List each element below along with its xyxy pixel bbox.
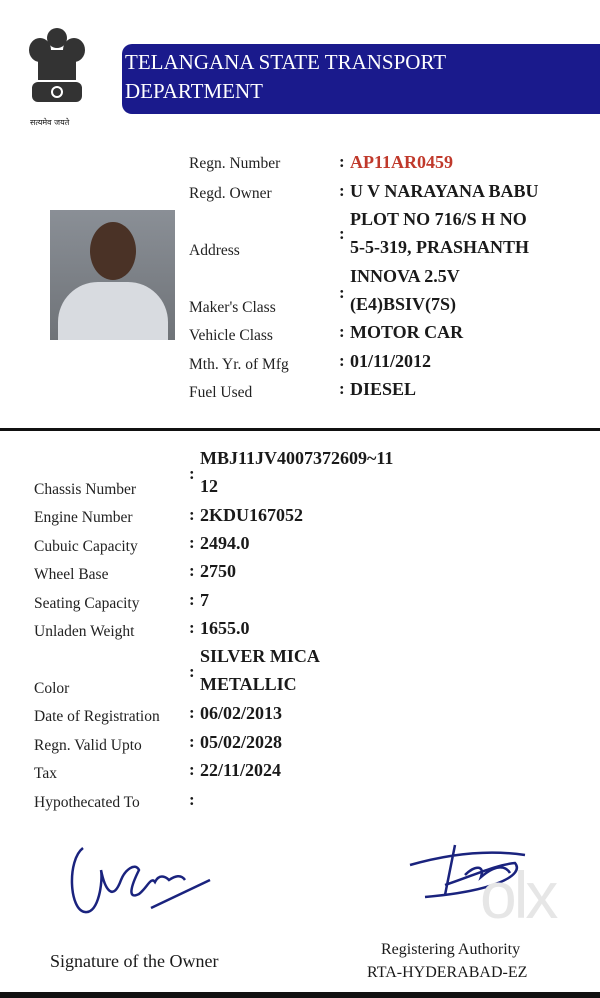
unladen-label: Unladen Weight xyxy=(34,623,135,640)
tax-value: 22/11/2024 xyxy=(200,760,282,780)
colon: : xyxy=(189,703,195,722)
valid-label: Regn. Valid Upto xyxy=(34,737,142,754)
makers-class-label: Maker's Class xyxy=(189,299,276,316)
banner-title-line1: TELANGANA STATE TRANSPORT xyxy=(125,50,447,74)
colon: : xyxy=(189,505,195,524)
colon: : xyxy=(339,283,345,302)
colon: : xyxy=(339,224,345,243)
colon: : xyxy=(189,790,195,809)
cc-label: Cubuic Capacity xyxy=(34,538,138,555)
emblem-motto: सत्यमेव जयते xyxy=(30,118,70,127)
colon: : xyxy=(339,181,345,200)
department-banner xyxy=(122,44,600,114)
owner-photo xyxy=(50,210,175,340)
address-line2: 5-5-319, PRASHANTH xyxy=(350,237,529,257)
colon: : xyxy=(339,351,345,370)
owner-value: U V NARAYANA BABU xyxy=(350,181,539,201)
engine-value: 2KDU167052 xyxy=(200,505,303,525)
colon: : xyxy=(189,561,195,580)
mfg-label: Mth. Yr. of Mfg xyxy=(189,356,289,373)
hypothecated-label: Hypothecated To xyxy=(34,794,140,811)
olx-watermark: olx xyxy=(480,858,556,932)
fuel-value: DIESEL xyxy=(350,379,417,399)
bottom-border xyxy=(0,992,600,998)
color-line2: METALLIC xyxy=(200,674,297,694)
color-line1: SILVER MICA xyxy=(200,646,320,666)
colon: : xyxy=(189,618,195,637)
owner-signature-icon xyxy=(65,840,215,920)
cc-value: 2494.0 xyxy=(200,533,250,553)
wheelbase-value: 2750 xyxy=(200,561,236,581)
seating-label: Seating Capacity xyxy=(34,595,140,612)
tax-label: Tax xyxy=(34,765,58,782)
national-emblem-icon xyxy=(24,24,90,116)
colon: : xyxy=(339,379,345,398)
vehicle-class-value: MOTOR CAR xyxy=(350,322,464,342)
unladen-value: 1655.0 xyxy=(200,618,250,638)
colon: : xyxy=(189,732,195,751)
makers-class-line2: (E4)BSIV(7S) xyxy=(350,294,457,314)
colon: : xyxy=(189,662,195,681)
valid-value: 05/02/2028 xyxy=(200,732,283,752)
chassis-line2: 12 xyxy=(200,476,218,496)
regn-number-label: Regn. Number xyxy=(189,155,281,172)
mfg-value: 01/11/2012 xyxy=(350,351,432,371)
address-line1: PLOT NO 716/S H NO xyxy=(350,209,527,229)
regn-number-value: AP11AR0459 xyxy=(350,152,453,172)
engine-label: Engine Number xyxy=(34,509,133,526)
banner-title-line2: DEPARTMENT xyxy=(125,79,263,103)
owner-signature-label: Signature of the Owner xyxy=(50,951,219,971)
colon: : xyxy=(189,760,195,779)
fuel-label: Fuel Used xyxy=(189,384,253,401)
reg-date-value: 06/02/2013 xyxy=(200,703,283,723)
section-divider xyxy=(0,428,600,431)
colon: : xyxy=(189,533,195,552)
colon: : xyxy=(189,590,195,609)
seating-value: 7 xyxy=(200,590,209,610)
makers-class-line1: INNOVA 2.5V xyxy=(350,266,460,286)
chassis-label: Chassis Number xyxy=(34,481,137,498)
authority-office: RTA-HYDERABAD-EZ xyxy=(367,964,528,981)
vehicle-class-label: Vehicle Class xyxy=(189,327,273,344)
authority-label: Registering Authority xyxy=(381,941,521,958)
address-label: Address xyxy=(189,242,240,259)
colon: : xyxy=(339,152,345,171)
wheelbase-label: Wheel Base xyxy=(34,566,109,583)
owner-label: Regd. Owner xyxy=(189,185,272,202)
chassis-line1: MBJ11JV4007372609~11 xyxy=(200,448,394,468)
colon: : xyxy=(339,322,345,341)
colon: : xyxy=(189,464,195,483)
reg-date-label: Date of Registration xyxy=(34,708,160,725)
color-label: Color xyxy=(34,680,70,697)
